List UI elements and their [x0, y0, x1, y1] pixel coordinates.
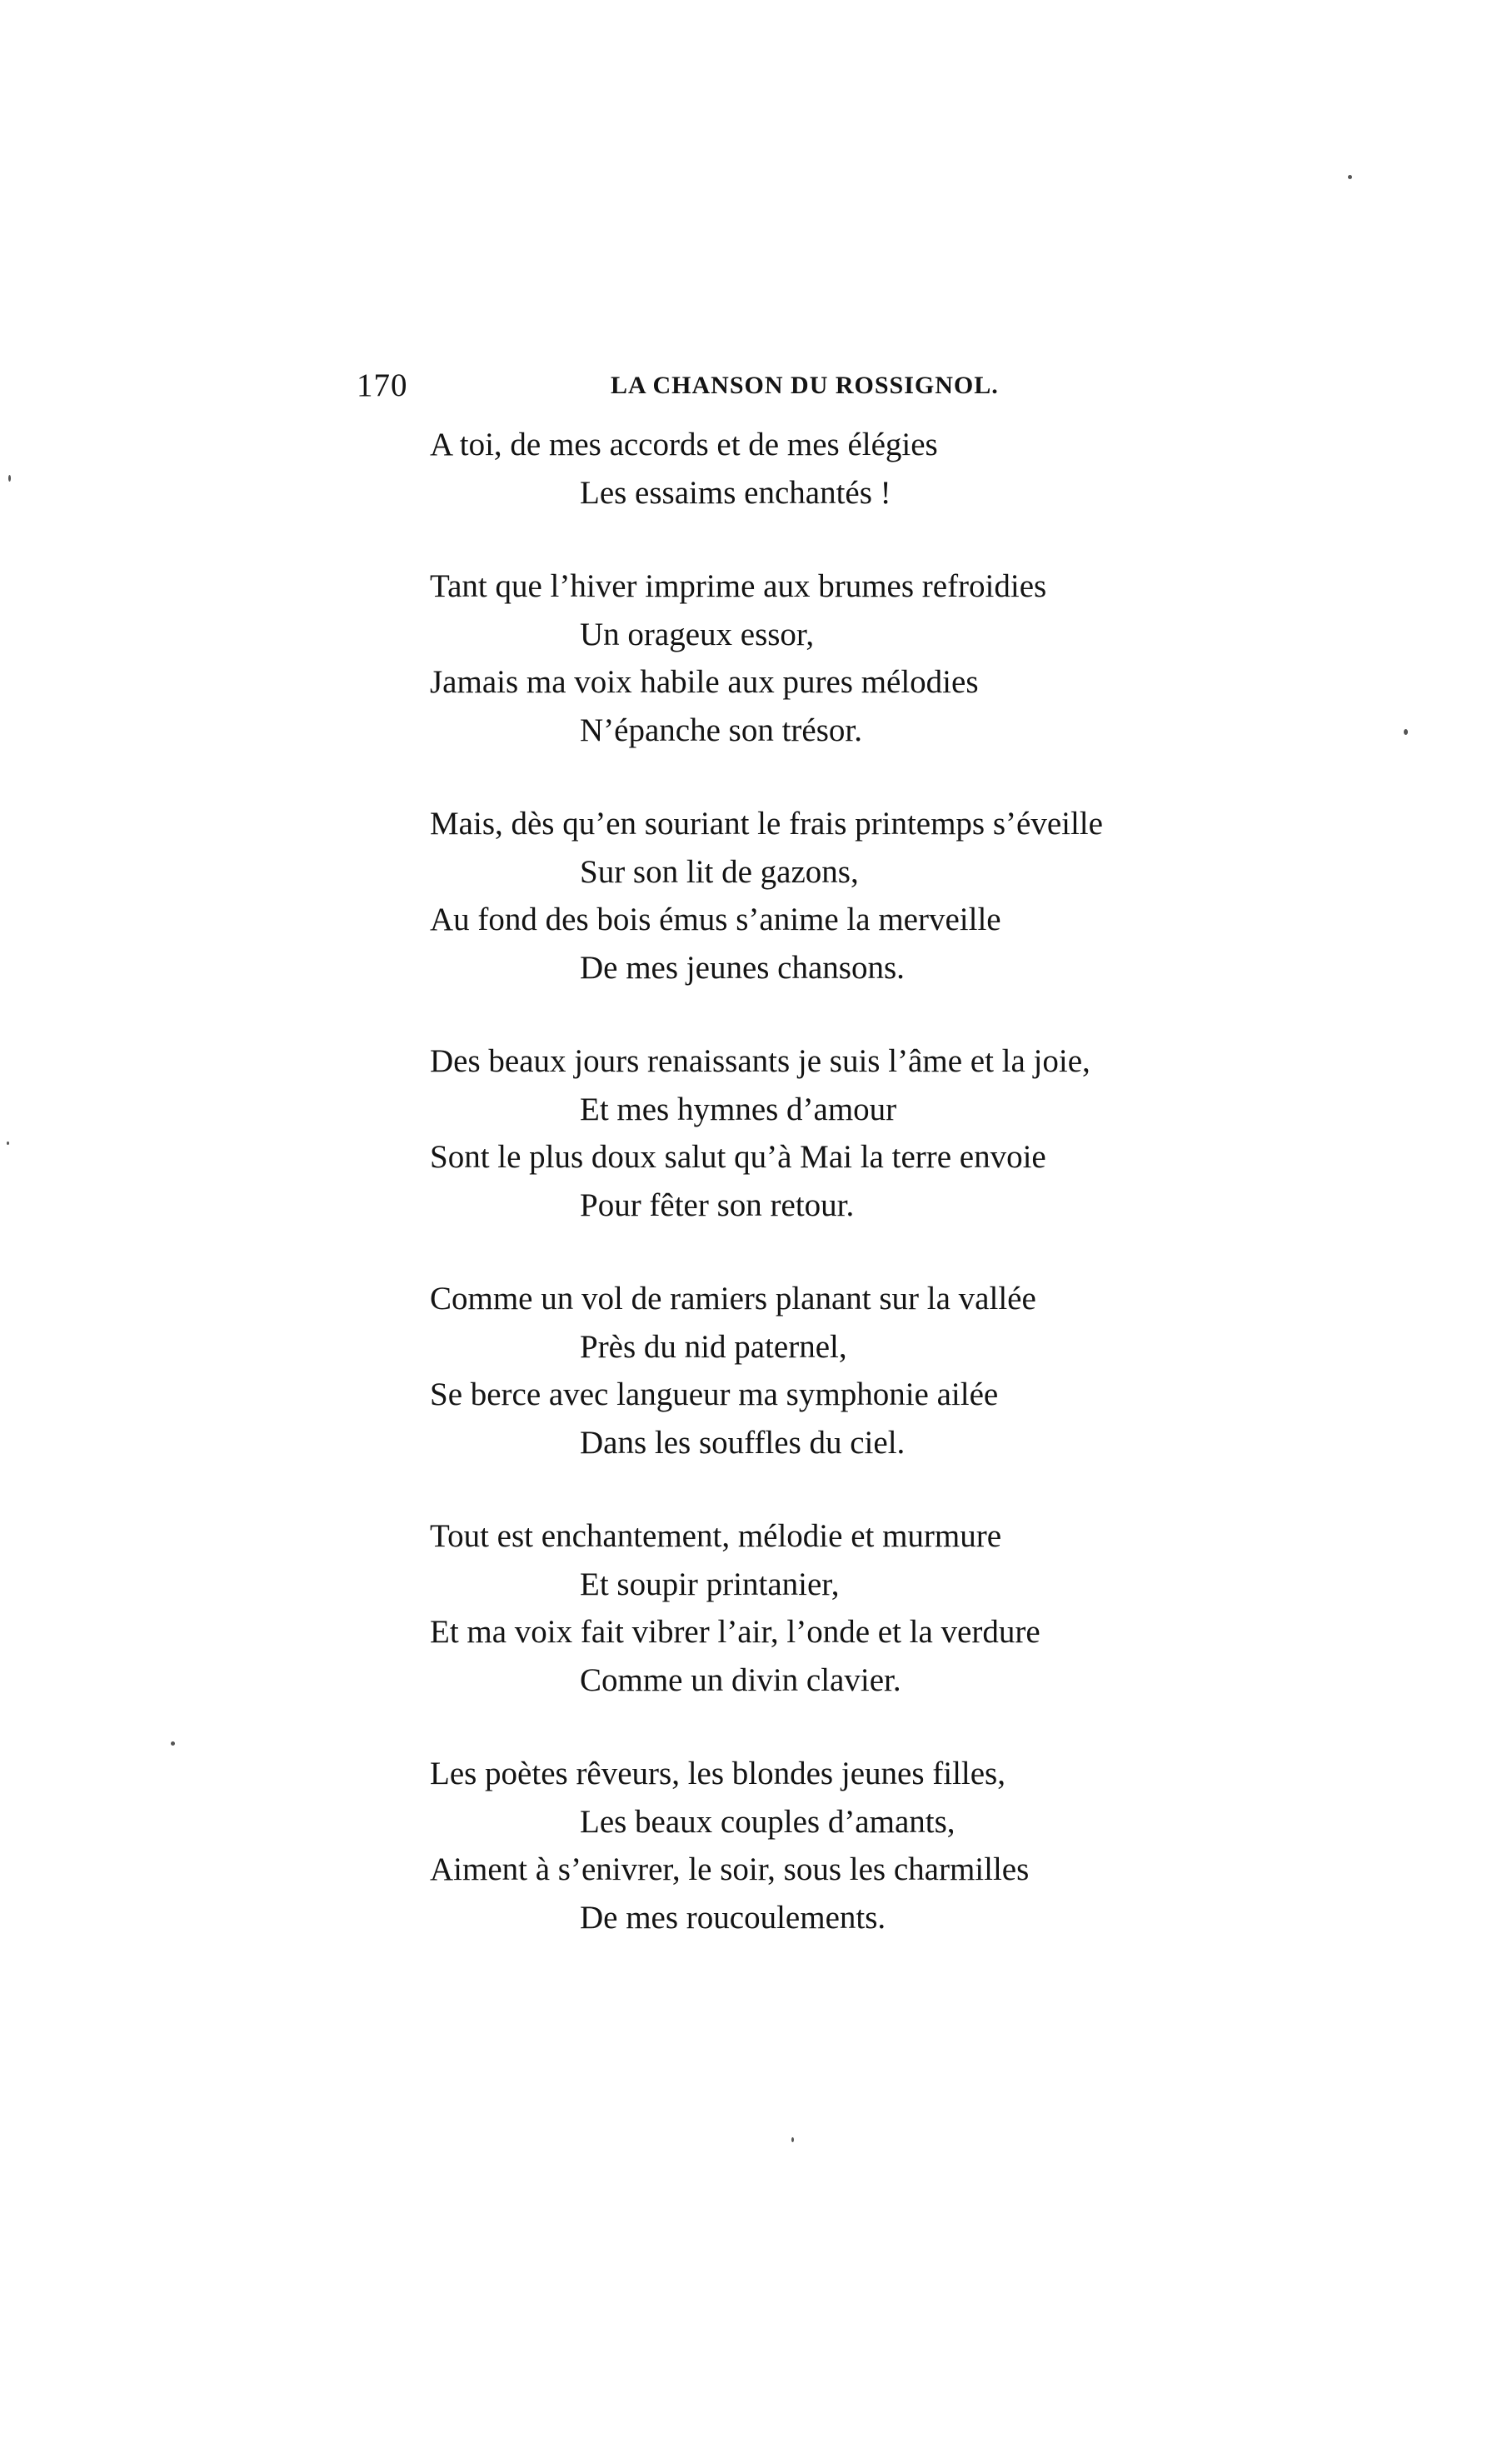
scan-speck — [791, 2137, 794, 2142]
stanza-4 — [430, 1037, 1346, 1229]
stanza-1 — [430, 421, 1346, 517]
scan-speck — [7, 1142, 9, 1145]
poem-line: Près du nid paternel, — [580, 1328, 847, 1365]
poem-line: Et mes hymnes d’amour — [580, 1091, 897, 1127]
scan-speck — [1348, 175, 1352, 179]
poem-line: De mes jeunes chansons. — [580, 949, 905, 986]
stanza-2 — [430, 562, 1346, 754]
poem-line: Se berce avec langueur ma symphonie ailée — [430, 1376, 999, 1412]
poem-line: Mais, dès qu’en souriant le frais printemps s’éveille — [430, 806, 1103, 842]
poem-line: Tout est enchantement, mélodie et murmure — [430, 1518, 1002, 1554]
poem-line: Comme un vol de ramiers planant sur la vallée — [430, 1281, 1036, 1316]
poem-line: N’épanche son trésor. — [580, 712, 862, 748]
poem-line: Comme un divin clavier. — [580, 1661, 901, 1698]
poem-line: Pour fêter son retour. — [580, 1187, 855, 1223]
poem-line: Un orageux essor, — [580, 616, 815, 652]
stanza-3 — [430, 800, 1346, 992]
scan-speck — [171, 1741, 175, 1746]
running-title: LA CHANSON DU ROSSIGNOL. — [611, 372, 999, 399]
stanza-7 — [430, 1750, 1346, 1941]
poem-line: Les essaims enchantés ! — [580, 474, 891, 511]
poem-line: Tant que l’hiver imprime aux brumes refroidies — [430, 568, 1047, 604]
poem-line: De mes roucoulements. — [580, 1899, 886, 1936]
poem — [430, 421, 1346, 1987]
scan-speck — [1404, 729, 1408, 735]
stanza-6 — [430, 1512, 1346, 1704]
poem-line: Aiment à s’enivrer, le soir, sous les charmilles — [430, 1851, 1030, 1887]
poem-line: Les poètes rêveurs, les blondes jeunes filles, — [430, 1756, 1006, 1791]
poem-line: Sont le plus doux salut qu’à Mai la terre envoie — [430, 1139, 1046, 1175]
page-header — [357, 367, 1223, 417]
poem-line: Dans les souffles du ciel. — [580, 1424, 906, 1461]
poem-line: A toi, de mes accords et de mes élégies — [430, 427, 938, 462]
poem-line: Et ma voix fait vibrer l’air, l’onde et la verdure — [430, 1614, 1040, 1650]
page-number: 170 — [357, 367, 408, 403]
poem-line: Au fond des bois émus s’anime la merveille — [430, 902, 1001, 937]
stanza-5 — [430, 1275, 1346, 1466]
poem-line: Jamais ma voix habile aux pures mélodies — [430, 664, 979, 700]
poem-line: Et soupir printanier, — [580, 1566, 840, 1602]
poem-line: Sur son lit de gazons, — [580, 853, 859, 890]
scan-speck — [8, 475, 11, 482]
poem-line: Les beaux couples d’amants, — [580, 1803, 956, 1840]
poem-line: Des beaux jours renaissants je suis l’âme et la joie, — [430, 1043, 1090, 1079]
